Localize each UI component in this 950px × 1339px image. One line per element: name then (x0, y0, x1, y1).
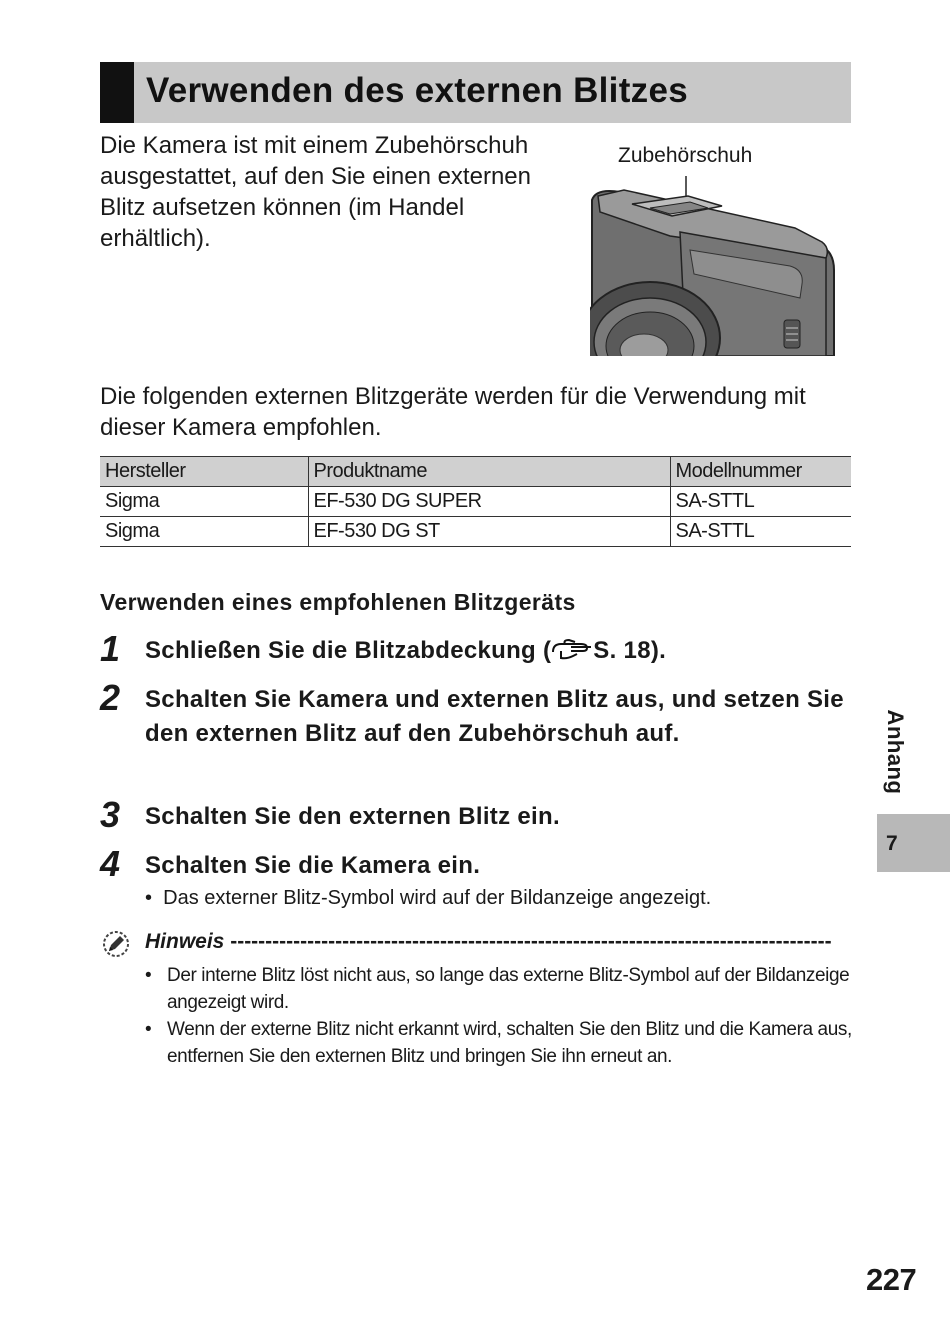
procedure-heading: Verwenden eines empfohlenen Blitzgeräts (100, 589, 576, 615)
title-marker-block (100, 62, 134, 123)
bullet: • (145, 887, 153, 909)
list-item (145, 962, 855, 1016)
step-number: 1 (100, 628, 121, 669)
step-number: 3 (100, 794, 121, 835)
bullet: • (145, 1019, 152, 1040)
table-cell: EF-530 DG ST (308, 517, 670, 547)
column-header: Hersteller (100, 457, 308, 487)
step-text (145, 634, 845, 668)
table-row (100, 517, 851, 547)
step-4-note-text: Das externer Blitz-Symbol wird auf der Bildanzeige angezeigt. (163, 887, 712, 909)
step-text: Schalten Sie die Kamera ein. (145, 852, 481, 879)
column-header: Produktname (308, 457, 670, 487)
hint-pen-icon (102, 930, 130, 958)
column-header: Modellnummer (670, 457, 851, 487)
chapter-tab (877, 814, 950, 872)
step-text-part: Schließen Sie die Blitzabdeckung ( (145, 637, 552, 664)
camera-image-label: Zubehörschuh (618, 144, 753, 167)
chapter-label-text: Anhang (883, 709, 908, 795)
table-cell: SA-STTL (670, 517, 851, 547)
hint-title-text: Hinweis (145, 930, 225, 953)
step-page-reference: S. 18). (593, 637, 667, 664)
flash-compatibility-table (100, 456, 851, 547)
camera-hotshoe-illustration (590, 170, 840, 360)
step-4-note (145, 887, 711, 910)
section-title-bar (100, 62, 851, 123)
chapter-side-label (878, 702, 912, 802)
hint-title (145, 930, 851, 954)
list-item (145, 1016, 855, 1070)
page-title: Verwenden des externen Blitzes (146, 71, 688, 110)
table-header-row (100, 457, 851, 487)
table-row (100, 487, 851, 517)
list-item-text: Wenn der externe Blitz nicht erkannt wird, schalten Sie den Blitz und die Kamera aus, entfernen Sie den externen Blitz und bringen Sie ihn erneut an. (167, 1019, 852, 1067)
recommendation-paragraph: Die folgenden externen Blitzgeräte werden für die Verwendung mit dieser Kamera empfohlen. (100, 383, 806, 441)
pointing-hand-icon (551, 638, 593, 660)
bullet: • (145, 965, 152, 986)
table-cell: EF-530 DG SUPER (308, 487, 670, 517)
step-number: 4 (100, 843, 121, 884)
page-number: 227 (866, 1262, 917, 1297)
hint-divider: -------------------------------------------------------------------------------------- (230, 930, 832, 953)
table-cell: Sigma (100, 487, 308, 517)
step-text: Schalten Sie den externen Blitz ein. (145, 803, 560, 830)
table-cell: Sigma (100, 517, 308, 547)
step-number: 2 (100, 677, 121, 718)
step-text: Schalten Sie Kamera und externen Blitz aus, und setzen Sie den externen Blitz auf den Zubehörschuh auf. (145, 686, 844, 747)
hint-list (145, 962, 855, 1070)
chapter-number: 7 (886, 832, 898, 855)
intro-paragraph: Die Kamera ist mit einem Zubehörschuh ausgestattet, auf den Sie einen externen Blitz aufsetzen können (im Handel erhältlich). (100, 132, 531, 252)
list-item-text: Der interne Blitz löst nicht aus, so lange das externe Blitz-Symbol auf der Bildanzeige angezeigt wird. (167, 965, 850, 1013)
table-cell: SA-STTL (670, 487, 851, 517)
